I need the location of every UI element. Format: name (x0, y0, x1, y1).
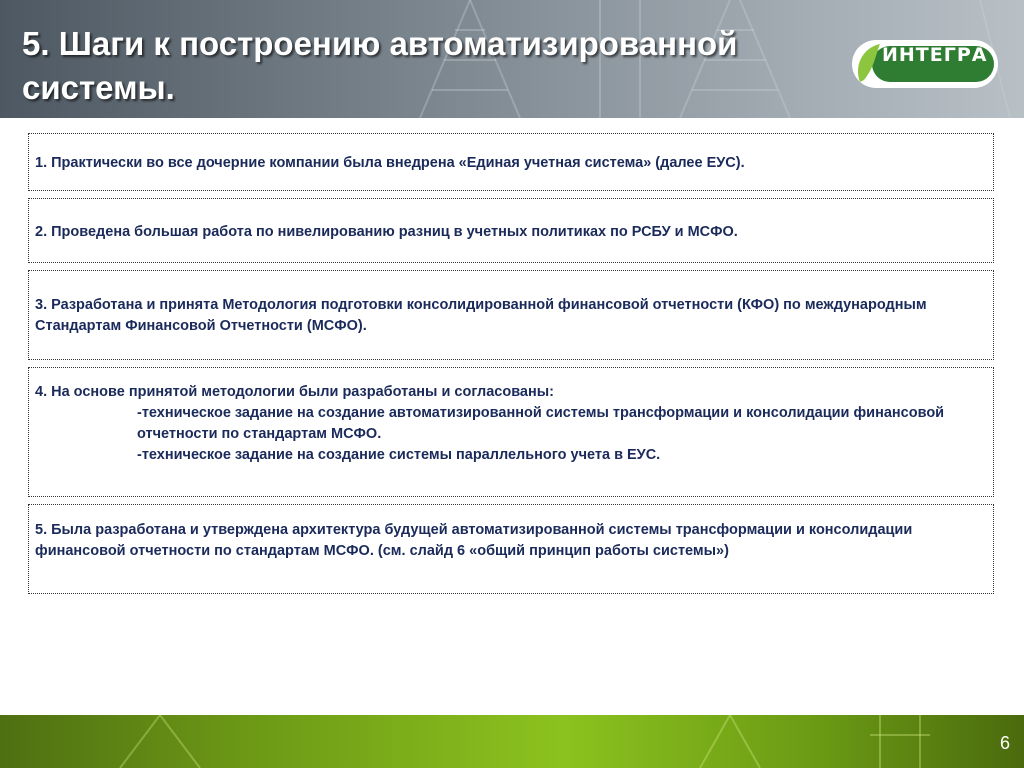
item-1-text: 1. Практически во все дочерние компании была внедрена «Единая учетная система» (далее ЕУС). (35, 155, 745, 171)
list-item-1 (28, 133, 994, 191)
item-5-text: 5. Была разработана и утверждена архитектура будущей автоматизированной системы трансформации и консолидации финансовой отчетности по стандартам МСФО. (см. слайд 6 «общий принцип работы системы») (35, 522, 913, 559)
header-banner (0, 0, 1024, 118)
list-item-5 (28, 504, 994, 594)
item-3-text: 3. Разработана и принята Методология подготовки консолидированной финансовой отчетности (КФО) по международным Стандартам Финансовой Отчетности (МСФО). (35, 297, 927, 334)
list-item-4 (28, 367, 994, 497)
item-4-text: 4. На основе принятой методологии были разработаны и согласованы: (35, 384, 554, 400)
logo-text: ИНТЕГРА (882, 44, 988, 66)
item-4-sub-2: -техническое задание на создание системы параллельного учета в ЕУС. (137, 447, 661, 463)
page-number: 6 (999, 733, 1010, 753)
page-title (22, 22, 822, 110)
list-item-3 (28, 270, 994, 360)
list-item-2 (28, 198, 994, 263)
item-4-sub-1: -техническое задание на создание автоматизированной системы трансформации и консолидации финансовой отчетности по стандартам МСФО. (137, 405, 945, 442)
title-line-1: 5. Шаги к построению автоматизированной (22, 25, 738, 62)
item-2-text: 2. Проведена большая работа по нивелированию разниц в учетных политиках по РСБУ и МСФО. (35, 224, 738, 240)
footer-rig-decoration (0, 715, 1024, 768)
integra-logo (850, 36, 1000, 92)
footer-banner (0, 715, 1024, 768)
title-line-2: системы. (22, 69, 175, 106)
